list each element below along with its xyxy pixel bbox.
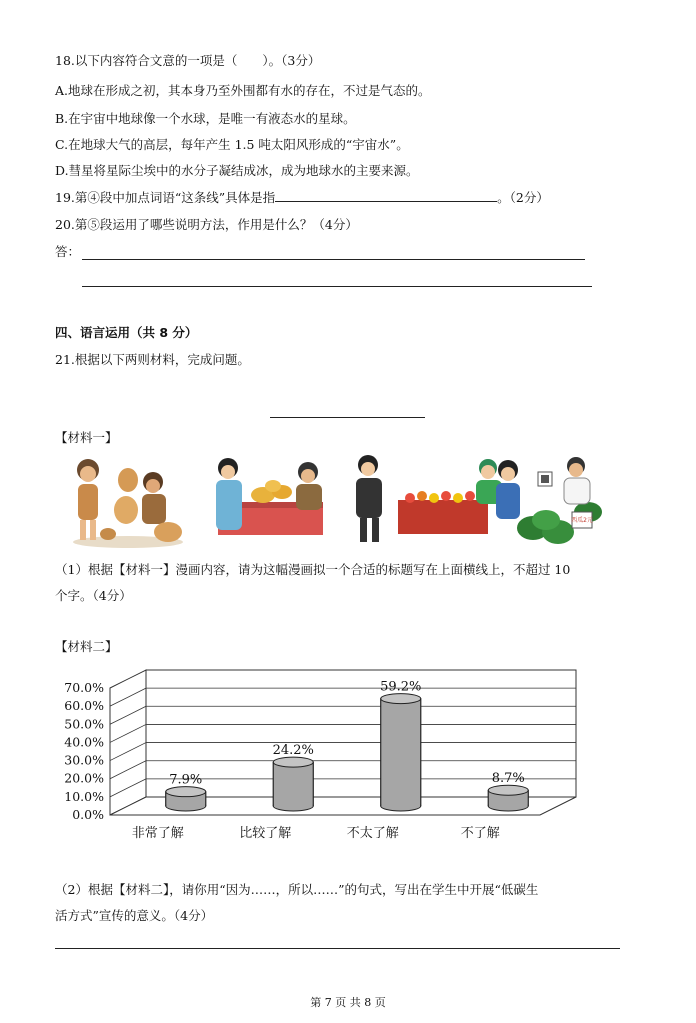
y-tick-label: 40.0% xyxy=(64,734,104,750)
y-tick-label: 0.0% xyxy=(72,807,104,822)
bar-fill xyxy=(274,762,313,806)
answer-line[interactable] xyxy=(55,948,620,949)
chart-side-wall xyxy=(110,670,146,815)
q20-answer-line-1[interactable] xyxy=(82,259,585,260)
bar-value-label: 24.2% xyxy=(272,743,314,759)
q19 xyxy=(55,189,549,207)
bar-chart xyxy=(55,660,615,850)
y-tick-label: 60.0% xyxy=(64,698,104,714)
x-category-label: 不太了解 xyxy=(346,826,399,841)
bar xyxy=(166,773,206,811)
q18-option-b: B.在宇宙中地球像一个水球，是唯一有液态水的星球。 xyxy=(55,111,356,126)
y-tick-label: 10.0% xyxy=(64,788,104,804)
comic-panel-fruit-stall xyxy=(356,455,502,542)
y-tick-label: 20.0% xyxy=(64,770,104,786)
x-category-label: 非常了解 xyxy=(131,826,184,841)
q20-answer-label: 答： xyxy=(55,244,81,259)
comic-title-blank[interactable] xyxy=(270,417,425,418)
q18-option-d: D.彗星将星际尘埃中的水分子凝结成冰，成为地球水的主要来源。 xyxy=(55,163,419,178)
q18-stem: 18.以下内容符合文意的一项是（ ）。（3分） xyxy=(55,53,321,68)
bar-top xyxy=(166,787,206,797)
comic-panel-barter xyxy=(73,459,183,548)
comic-illustration xyxy=(68,450,608,550)
material1-label: 【材料一】 xyxy=(55,430,118,445)
bar-top xyxy=(381,694,421,704)
x-category-label: 不了解 xyxy=(460,826,500,841)
y-tick-label: 30.0% xyxy=(64,752,104,768)
q19-after: 。（2分） xyxy=(497,190,549,205)
q20: 20.第⑤段运用了哪些说明方法，作用是什么？（4分） xyxy=(55,217,358,232)
chart-y-ticks xyxy=(64,680,104,822)
material2-label: 【材料二】 xyxy=(55,639,118,654)
q21-1-line1: （1）根据【材料一】漫画内容，请为这幅漫画拟一个合适的标题写在上面横线上，不超过 10 xyxy=(55,562,571,577)
price-sign-text: 西瓜2元 xyxy=(571,517,593,524)
bar-value-label: 7.9% xyxy=(169,772,203,788)
q21-2-line2: 活方式”宣传的意义。（4分） xyxy=(55,908,214,923)
bar xyxy=(380,680,421,811)
q20-answer-line-2[interactable] xyxy=(82,286,592,287)
page-footer: 第 7 页 共 8 页 xyxy=(310,996,386,1009)
bar-fill xyxy=(381,699,420,806)
x-category-label: 比较了解 xyxy=(239,826,292,841)
bar-value-label: 8.7% xyxy=(491,771,525,787)
bar xyxy=(273,743,314,811)
q21-1-line2: 个字。（4分） xyxy=(55,588,132,603)
comic-panel-ancient-market xyxy=(216,458,323,535)
q19-answer-blank[interactable] xyxy=(275,189,497,202)
bar-top xyxy=(273,757,313,767)
y-tick-label: 70.0% xyxy=(64,680,104,695)
bar-top xyxy=(488,785,528,795)
bar-value-label: 59.2% xyxy=(380,679,422,695)
q18-option-c: C.在地球大气的高层，每年产生 1.5 吨太阳风形成的“宇宙水”。 xyxy=(55,137,409,152)
section-title: 四、语言运用（共 8 分） xyxy=(55,325,198,340)
bar xyxy=(488,771,528,811)
q19-before: 19.第④段中加点词语“这条线”具体是指 xyxy=(55,190,276,205)
q21-2-line1: （2）根据【材料二】，请你用“因为……，所以……”的句式，写出在学生中开展“低碳生 xyxy=(55,882,539,897)
chart-x-labels xyxy=(132,825,500,841)
y-tick-label: 50.0% xyxy=(64,716,104,732)
q21: 21.根据以下两则材料，完成问题。 xyxy=(55,352,250,367)
q18-option-a: A.地球在形成之初，其本身乃至外围都有水的存在，不过是气态的。 xyxy=(55,83,431,98)
comic-panel-watermelon-stall xyxy=(496,457,602,544)
